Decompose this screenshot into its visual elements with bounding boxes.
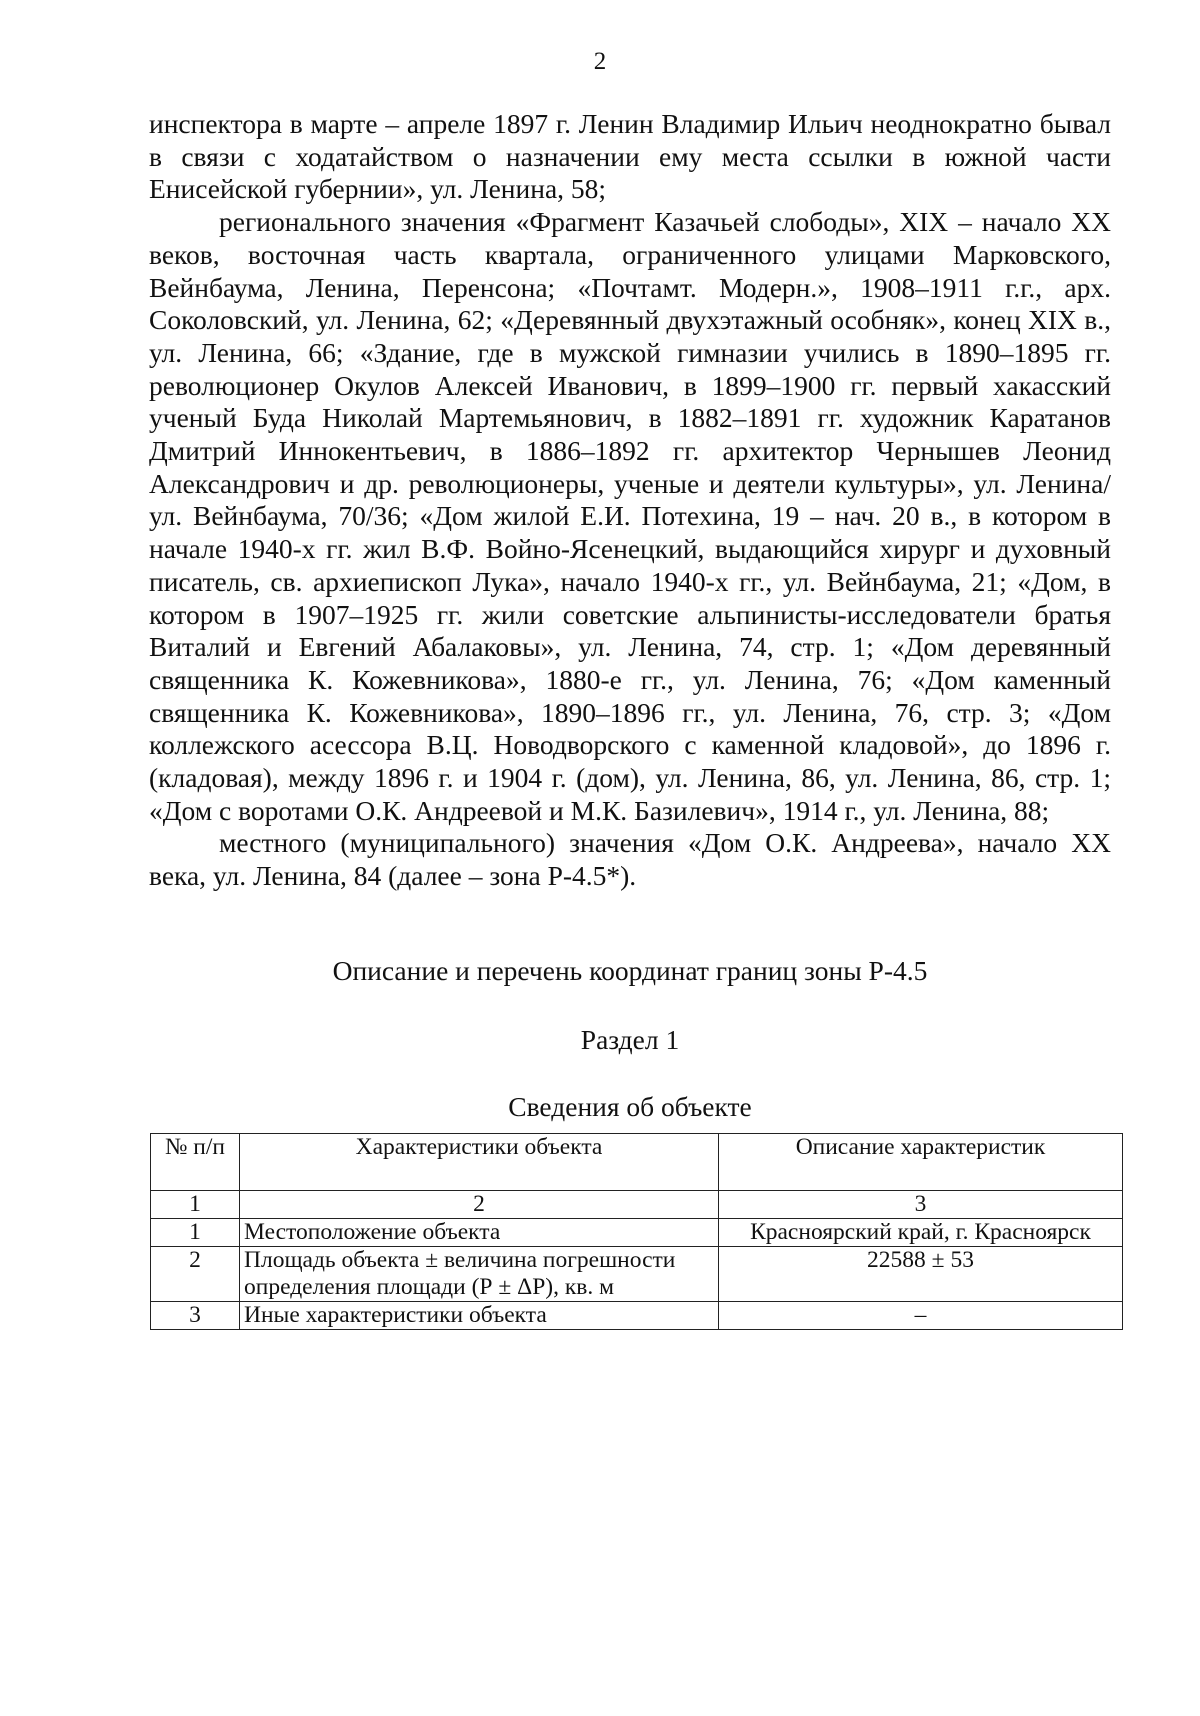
table-cell: 3 (719, 1191, 1123, 1219)
table-cell: 2 (240, 1191, 719, 1219)
table-header-row (151, 1134, 1123, 1191)
heading-object-info: Сведения об объекте (508, 1091, 752, 1122)
object-info-table (150, 1133, 1123, 1330)
table-cell: 2 (151, 1247, 240, 1302)
table-cell: Площадь объекта ± величина погрешности определения площади (Р ± ΔР), кв. м (240, 1247, 719, 1302)
table-row (151, 1247, 1123, 1302)
column-header-characteristics: Характеристики объекта (240, 1134, 719, 1191)
body-text (149, 108, 1111, 893)
table-row (151, 1302, 1123, 1330)
heading-description: Описание и перечень координат границ зоны Р-4.5 (332, 955, 928, 986)
page-number: 2 (593, 48, 607, 75)
table-row (151, 1219, 1123, 1247)
table-cell: 1 (151, 1219, 240, 1247)
table-cell: 3 (151, 1302, 240, 1330)
paragraph-municipal: местного (муниципального) значения «Дом О.К. Андреева», начало XX века, ул. Ленина, 84 (далее – зона Р-4.5*). (149, 827, 1111, 892)
paragraph-regional: регионального значения «Фрагмент Казачьей слободы», XIX – начало XX веков, восточная часть квартала, ограниченного улицами Марковского, Вейнбаума, Ленина, Перенсона; «Почтамт. Модерн.», 1908–1911 г.г., арх. Соколовский, ул. Ленина, 62; «Деревянный двухэтажный особняк», конец XIX в., ул. Ленина, 66; «Здание, где в мужской гимназии учились в 1890–1895 гг. революционер Окулов Алексей Иванович, в 1899–1900 гг. первый хакасский ученый Буда Николай Мартемьянович, в 1882–1891 гг. художник Каратанов Дмитрий Иннокентьевич, в 1886–1892 гг. архитектор Чернышев Леонид Александрович и др. революционеры, ученые и деятели культуры», ул. Ленина/ул. Вейнбаума, 70/36; «Дом жилой Е.И. Потехина, 19 – нач. 20 в., в котором в начале 1940-х гг. жил В.Ф. Войно-Ясенецкий, выдающийся хирург и духовный писатель, св. архиепископ Лука», начало 1940-х гг., ул. Вейнбаума, 21; «Дом, в котором в 1907–1925 гг. жили советские альпинисты-исследователи братья Виталий и Евгений Абалаковы», ул. Ленина, 74, стр. 1; «Дом деревянный священника К. Кожевникова», 1880-е гг., ул. Ленина, 76; «Дом каменный священника К. Кожевникова», 1890–1896 гг., ул. Ленина, 76, стр. 3; «Дом коллежского асессора В.Ц. Новодворского с каменной кладовой», до 1896 г. (кладовая), между 1896 г. и 1904 г. (дом), ул. Ленина, 86, ул. Ленина, 86, стр. 1; «Дом с воротами О.К. Андреевой и М.К. Базилевич», 1914 г., ул. Ленина, 88; (149, 206, 1111, 826)
table-numbering-row (151, 1191, 1123, 1219)
table-cell: 22588 ± 53 (719, 1247, 1123, 1302)
paragraph-continuation: инспектора в марте – апреле 1897 г. Ленин Владимир Ильич неоднократно бывал в связи с ходатайством о назначении ему места ссылки в южной части Енисейской губернии», ул. Ленина, 58; (149, 108, 1111, 205)
table-cell: Красноярский край, г. Красноярск (719, 1219, 1123, 1247)
column-header-description: Описание характеристик (719, 1134, 1123, 1191)
column-header-number: № п/п (151, 1134, 240, 1191)
table-cell: Иные характеристики объекта (240, 1302, 719, 1330)
table-cell: Местоположение объекта (240, 1219, 719, 1247)
table-cell: 1 (151, 1191, 240, 1219)
table-cell: – (719, 1302, 1123, 1330)
heading-section: Раздел 1 (580, 1024, 680, 1055)
